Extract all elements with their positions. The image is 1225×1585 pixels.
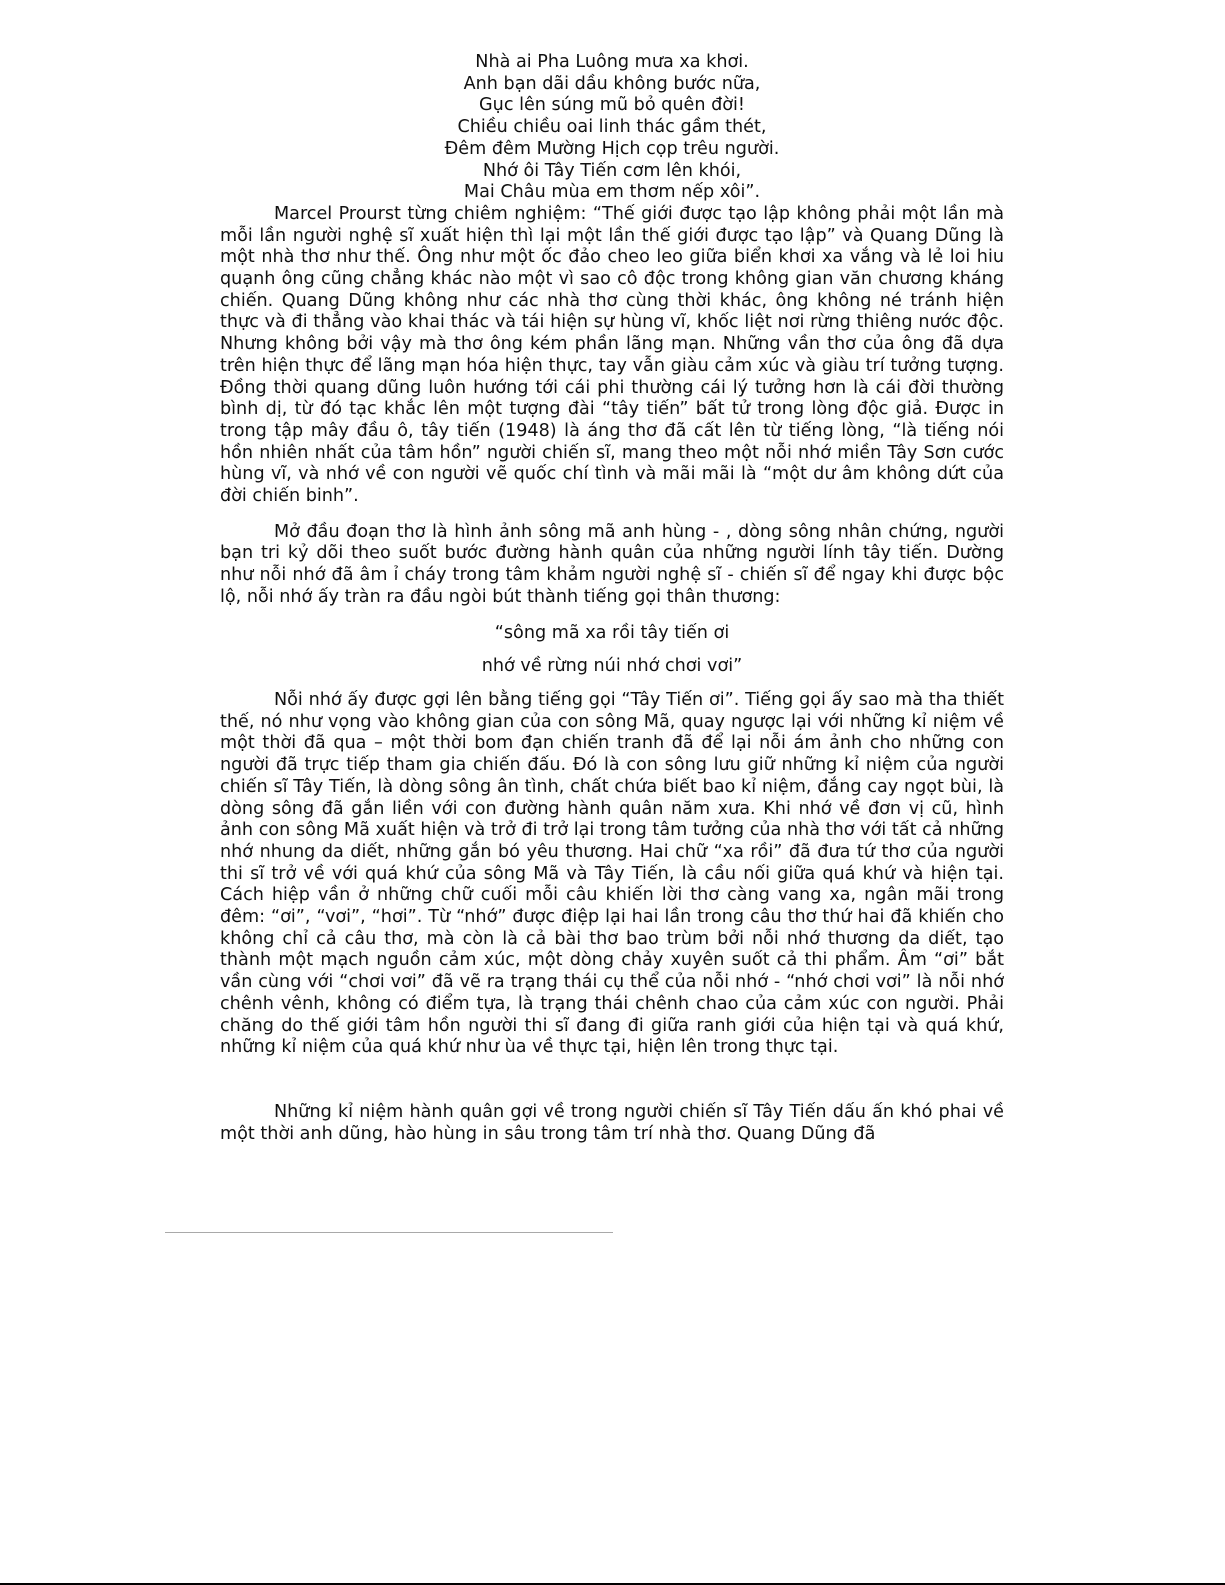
poem-line: Đêm đêm Mường Hịch cọp trêu người. bbox=[444, 138, 780, 159]
intro-paragraph: Marcel Prourst từng chiêm nghiệm: “Thế giới được tạo lập không phải một lần mà mỗi lần người nghệ sĩ xuất hiện thì lại một lần thế giới được tạo lập” và Quang Dũng là một nhà thơ như thế. Ông như một ốc đảo cheo leo giữa biển khơi xa vắng và lẻ loi hiu quạnh ông cũng chẳng khác nào một vì sao cô độc trong không gian văn chương kháng chiến. Quang Dũng không như các nhà thơ cùng thời khác, ông không né tránh hiện thực và đi thẳng vào khai thác và tái hiện sự hùng vĩ, khốc liệt nơi rừng thiêng nước độc. Nhưng không bởi vậy mà thơ ông kém phần lãng mạn. Những vần thơ của ông đã dựa trên hiện thực để lãng mạn hóa hiện thực, tay vẫn giàu cảm xúc và giàu trí tưởng tượng. Đồng thời quang dũng luôn hướng tới cái phi thường cái lý tưởng hơn là cái đời thường bình dị, từ đó tạc khắc lên một tượng đài “tây tiến” bất tử trong lòng độc giả. Được in trong tập mây đầu ô, tây tiến (1948) là áng thơ đã cất lên từ tiếng lòng, “là tiếng nói hồn nhiên nhất của tâm hồn” người chiến sĩ, mang theo một nỗi nhớ miền Tây Sơn cước hùng vĩ, và nhớ về con người vẽ quốc chí tình và mãi mãi là “một dư âm không dứt của đời chiến binh”. bbox=[220, 203, 1004, 507]
quote-line: nhớ về rừng núi nhớ chơi vơi” bbox=[481, 656, 743, 677]
document-page bbox=[220, 52, 1004, 1145]
poem-line: Gục lên súng mũ bỏ quên đời! bbox=[479, 95, 745, 116]
opening-paragraph: Mở đầu đoạn thơ là hình ảnh sông mã anh hùng - , dòng sông nhân chứng, người bạn tri kỷ dõi theo suốt bước đường hành quân của những người lính tây tiến. Dường như nỗi nhớ đã âm ỉ cháy trong tâm khảm người nghệ sĩ - chiến sĩ để ngay khi được bộc lộ, nỗi nhớ ấy tràn ra đầu ngòi bút thành tiếng gọi thân thương: bbox=[220, 521, 1004, 607]
poem-line: Mai Châu mùa em thơm nếp xôi”. bbox=[463, 182, 761, 203]
poem-stanza bbox=[220, 52, 1004, 204]
poem-line: Chiều chiều oai linh thác gầm thét, bbox=[457, 117, 767, 138]
poem-line: Anh bạn dãi dầu không bước nữa, bbox=[463, 73, 761, 94]
poem-line: Nhà ai Pha Luông mưa xa khơi. bbox=[475, 52, 749, 72]
quote-line: “sông mã xa rồi tây tiến ơi bbox=[494, 622, 730, 643]
closing-paragraph: Những kỉ niệm hành quân gợi về trong người chiến sĩ Tây Tiến dấu ấn khó phai về một thời anh dũng, hào hùng in sâu trong tâm trí nhà thơ. Quang Dũng đã bbox=[220, 1101, 1004, 1144]
poem-line: Nhớ ôi Tây Tiến cơm lên khói, bbox=[482, 160, 742, 181]
analysis-paragraph: Nỗi nhớ ấy được gợi lên bằng tiếng gọi “Tây Tiến ơi”. Tiếng gọi ấy sao mà tha thiết thế, nó như vọng vào không gian của con sông Mã, quay ngược lại với những kỉ niệm về một thời đã qua – một thời bom đạn chiến tranh đã để lại nỗi ám ảnh cho những con người đã trực tiếp tham gia chiến đấu. Đó là con sông lưu giữ những kỉ niệm của người chiến sĩ Tây Tiến, là dòng sông ân tình, chất chứa biết bao kỉ niệm, đắng cay ngọt bùi, là dòng sông đã gắn liền với con đường hành quân năm xưa. Khi nhớ về đơn vị cũ, hình ảnh con sông Mã xuất hiện và trở đi trở lại trong tâm tưởng của nhà thơ với tất cả những nhớ nhung da diết, những gắn bó yêu thương. Hai chữ “xa rồi” đã đưa tứ thơ của người thi sĩ trở về với quá khứ của sông Mã và Tây Tiến, là cầu nối giữa quá khứ và hiện tại. Cách hiệp vần ở những chữ cuối mỗi câu khiến lời thơ càng vang xa, ngân mãi trong đêm: “ơi”, “vơi”, “hơi”. Từ “nhớ” được điệp lại hai lần trong câu thơ thứ hai đã khiến cho không chỉ cả câu thơ, mà còn là cả bài thơ bao trùm bởi nỗi nhớ thương da diết, tạo thành một mạch nguồn cảm xúc, một dòng chảy xuyên suốt cả thi phẩm. Âm “ơi” bắt vần cùng với “chơi vơi” đã vẽ ra trạng thái cụ thể của nỗi nhớ - “nhớ chơi vơi” là nỗi nhớ chênh vênh, không có điểm tựa, là trạng thái chênh chao của cảm xúc con người. Phải chăng do thế giới tâm hồn người thi sĩ đang đi giữa ranh giới của hiện tại và quá khứ, những kỉ niệm của quá khứ như ùa về thực tại, hiện lên trong thực tại. bbox=[220, 689, 1004, 1058]
footnote-divider bbox=[165, 1232, 613, 1233]
